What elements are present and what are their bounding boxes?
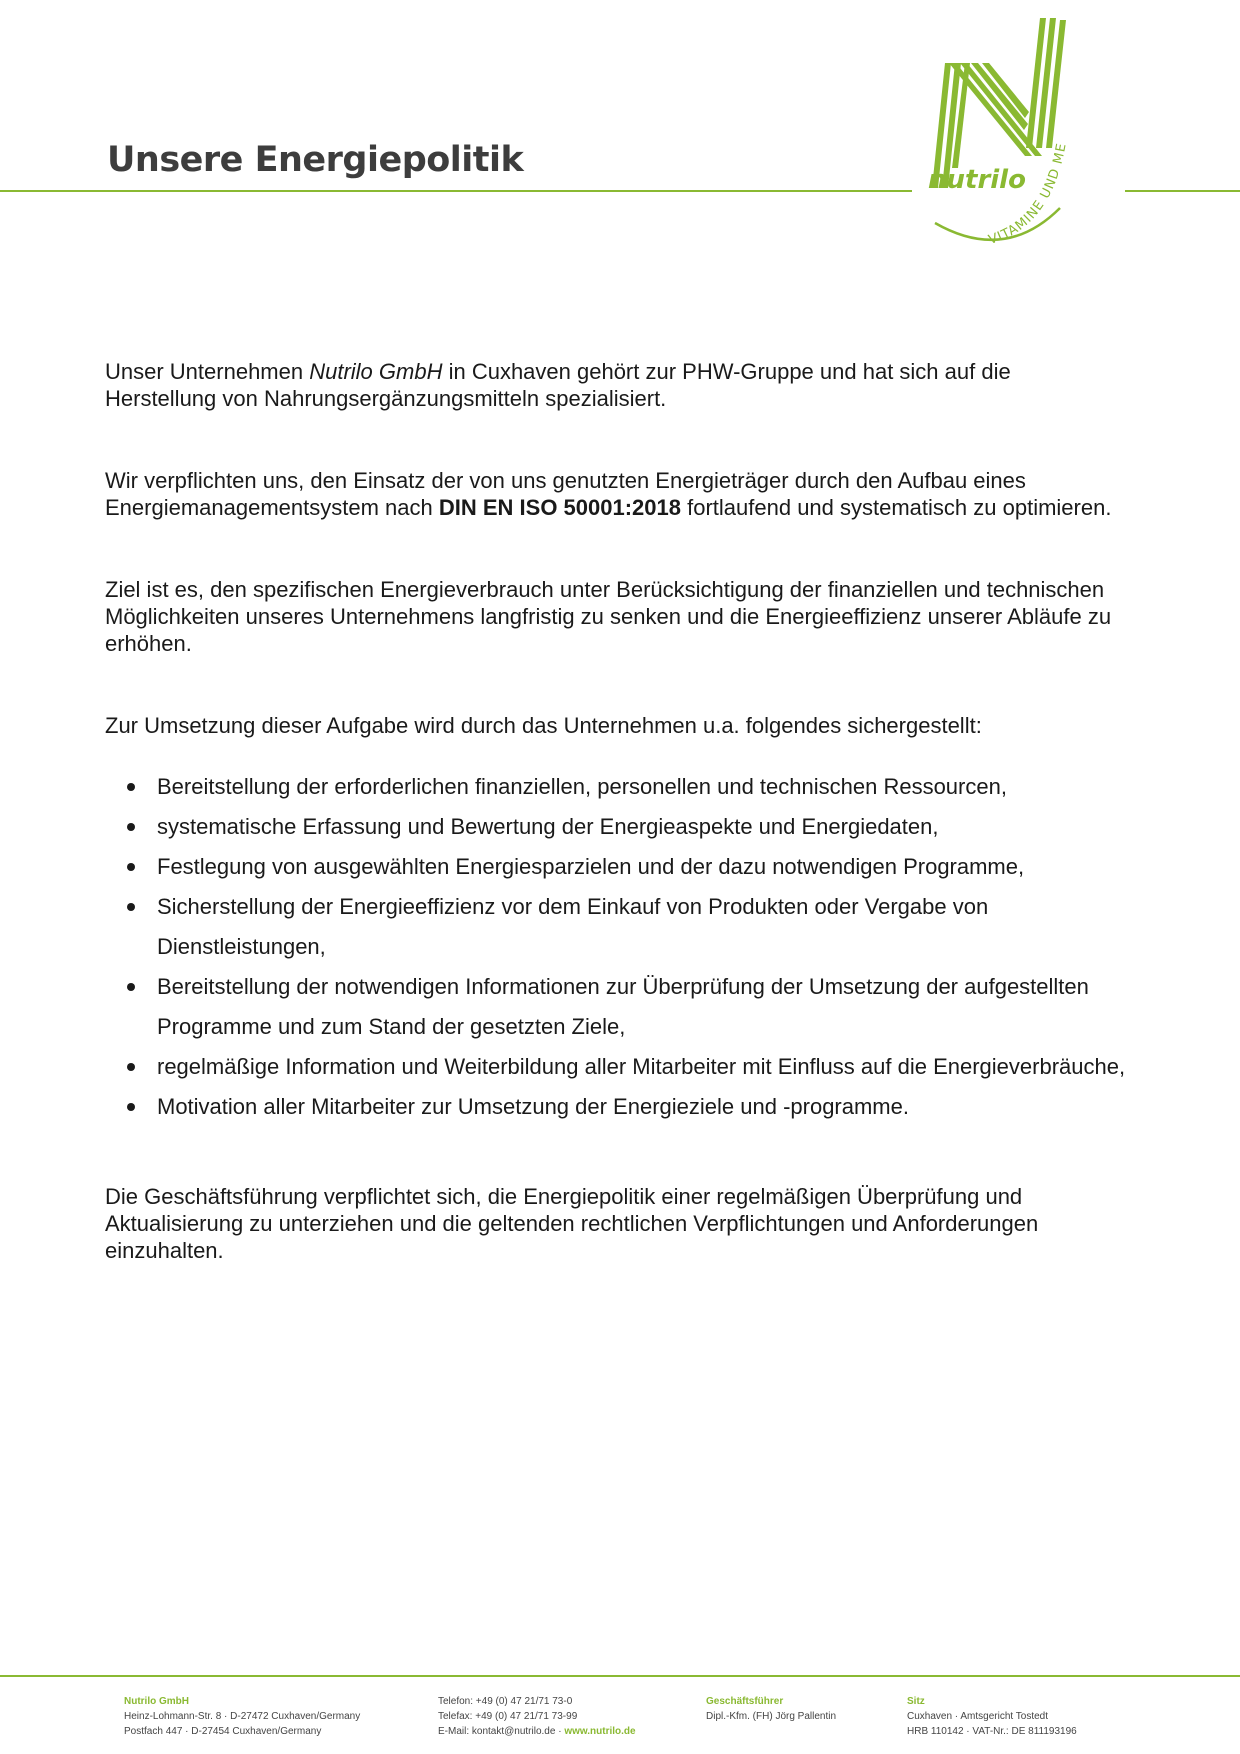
nutrilo-logo (920, 18, 1120, 278)
header-divider-right (1125, 190, 1240, 192)
goal-paragraph: Ziel ist es, den spezifischen Energieverbrauch unter Berücksichtigung der finanziellen und technischen Möglichkeiten unseres Unternehmens langfristig zu senken und die Energieeffizienz unserer Abläufe zu erhöhen. (105, 577, 1112, 656)
list-item: regelmäßige Information und Weiterbildung aller Mitarbeiter mit Einfluss auf die Energieverbräuche, (105, 1047, 1157, 1087)
list-item: Motivation aller Mitarbeiter zur Umsetzung der Energieziele und -programme. (105, 1087, 1157, 1127)
email-link[interactable]: E-Mail: kontakt@nutrilo.de · (438, 1726, 565, 1737)
intro-paragraph: Unser Unternehmen Nutrilo GmbH in Cuxhaven gehört zur PHW-Gruppe und hat sich auf die Herstellung von Nahrungsergänzungsmitteln spezialisiert. (105, 359, 1011, 411)
bullet-icon (127, 823, 135, 831)
measures-intro: Zur Umsetzung dieser Aufgabe wird durch das Unternehmen u.a. folgendes sichergestellt: (105, 713, 982, 738)
footer-divider (0, 1675, 1240, 1677)
list-item: systematische Erfassung und Bewertung der Energieaspekte und Energiedaten, (105, 807, 1157, 847)
bullet-icon (127, 903, 135, 911)
bullet-icon (127, 863, 135, 871)
header-divider-left (0, 190, 912, 192)
commitment-paragraph: Wir verpflichten uns, den Einsatz der von uns genutzten Energieträger durch den Aufbau eines Energiemanagementsystem nach DIN EN ISO 50001:2018 fortlaufend und systematisch zu optimieren. (105, 468, 1112, 520)
footer-company: Nutrilo GmbH Heinz-Lohmann-Str. 8 · D-27472 Cuxhaven/Germany Postfach 447 · D-27454 Cuxhaven/Germany (124, 1696, 361, 1737)
list-item: Festlegung von ausgewählten Energiesparzielen und der dazu notwendigen Programme, (105, 847, 1157, 887)
footer-seat: Sitz Cuxhaven · Amtsgericht Tostedt HRB 110142 · VAT-Nr.: DE 811193196 (907, 1696, 1077, 1737)
website-link[interactable]: www.nutrilo.de (564, 1726, 636, 1737)
footer-contact: Telefon: +49 (0) 47 21/71 73-0 Telefax: +49 (0) 47 21/71 73-99 E-Mail: kontakt@nutrilo.de · www.nutrilo.de (438, 1696, 636, 1737)
list-item: Bereitstellung der erforderlichen finanziellen, personellen und technischen Ressourcen, (105, 767, 1157, 807)
logo-tagline: VITAMINE UND ME (986, 141, 1070, 248)
closing-paragraph: Die Geschäftsführung verpflichtet sich, die Energiepolitik einer regelmäßigen Überprüfung und Aktualisierung zu unterziehen und die geltenden rechtlichen Verpflichtungen und Anforderungen einzuhalten. (105, 1184, 1039, 1263)
company-name: Nutrilo GmbH (309, 359, 443, 384)
iso-standard: DIN EN ISO 50001:2018 (438, 495, 681, 520)
bullet-icon (127, 1103, 135, 1111)
list-item: Sicherstellung der Energieeffizienz vor dem Einkauf von Produkten oder Vergabe von Dienstleistungen, (105, 887, 1157, 967)
bullet-icon (127, 1063, 135, 1071)
bullet-icon (127, 783, 135, 791)
measures-list (105, 767, 1125, 1127)
logo-wordmark: nutrilo (928, 165, 1026, 195)
policy-body (105, 358, 1125, 1319)
page-title: Unsere Energiepolitik (107, 140, 524, 180)
list-item: Bereitstellung der notwendigen Informationen zur Überprüfung der Umsetzung der aufgestellten Programme und zum Stand der gesetzten Ziele, (105, 967, 1157, 1047)
footer-management: Geschäftsführer Dipl.-Kfm. (FH) Jörg Pallentin (706, 1696, 837, 1722)
bullet-icon (127, 983, 135, 991)
